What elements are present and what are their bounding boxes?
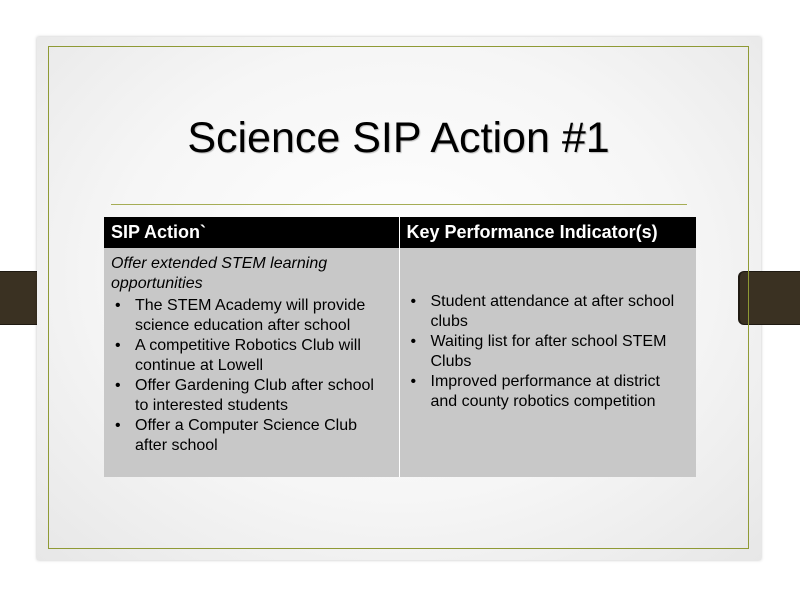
kpi-bullet: • Student attendance at after school clubs <box>407 292 690 332</box>
kpi-bullet: • Waiting list for after school STEM Clubs <box>407 332 690 372</box>
sip-action-table <box>104 217 696 477</box>
header-kpi: Key Performance Indicator(s) <box>399 217 696 248</box>
action-bullet: • A competitive Robotics Club will continue at Lowell <box>111 336 392 376</box>
table-header-row <box>104 217 696 248</box>
kpi-bullet: • Improved performance at district and county robotics competition <box>407 372 690 412</box>
action-bullet-list <box>111 296 392 456</box>
title-divider <box>111 204 687 205</box>
sip-action-cell <box>104 248 399 477</box>
slide-title: Science SIP Action #1 <box>187 114 610 162</box>
action-bullet: • Offer Gardening Club after school to interested students <box>111 376 392 416</box>
action-bullet: • The STEM Academy will provide science education after school <box>111 296 392 336</box>
kpi-cell <box>399 248 696 477</box>
action-intro: Offer extended STEM learning opportunities <box>111 255 328 292</box>
kpi-bullet-list <box>407 292 690 412</box>
table-row <box>104 248 696 477</box>
header-sip-action: SIP Action` <box>104 217 399 248</box>
action-bullet: • Offer a Computer Science Club after school <box>111 416 392 456</box>
